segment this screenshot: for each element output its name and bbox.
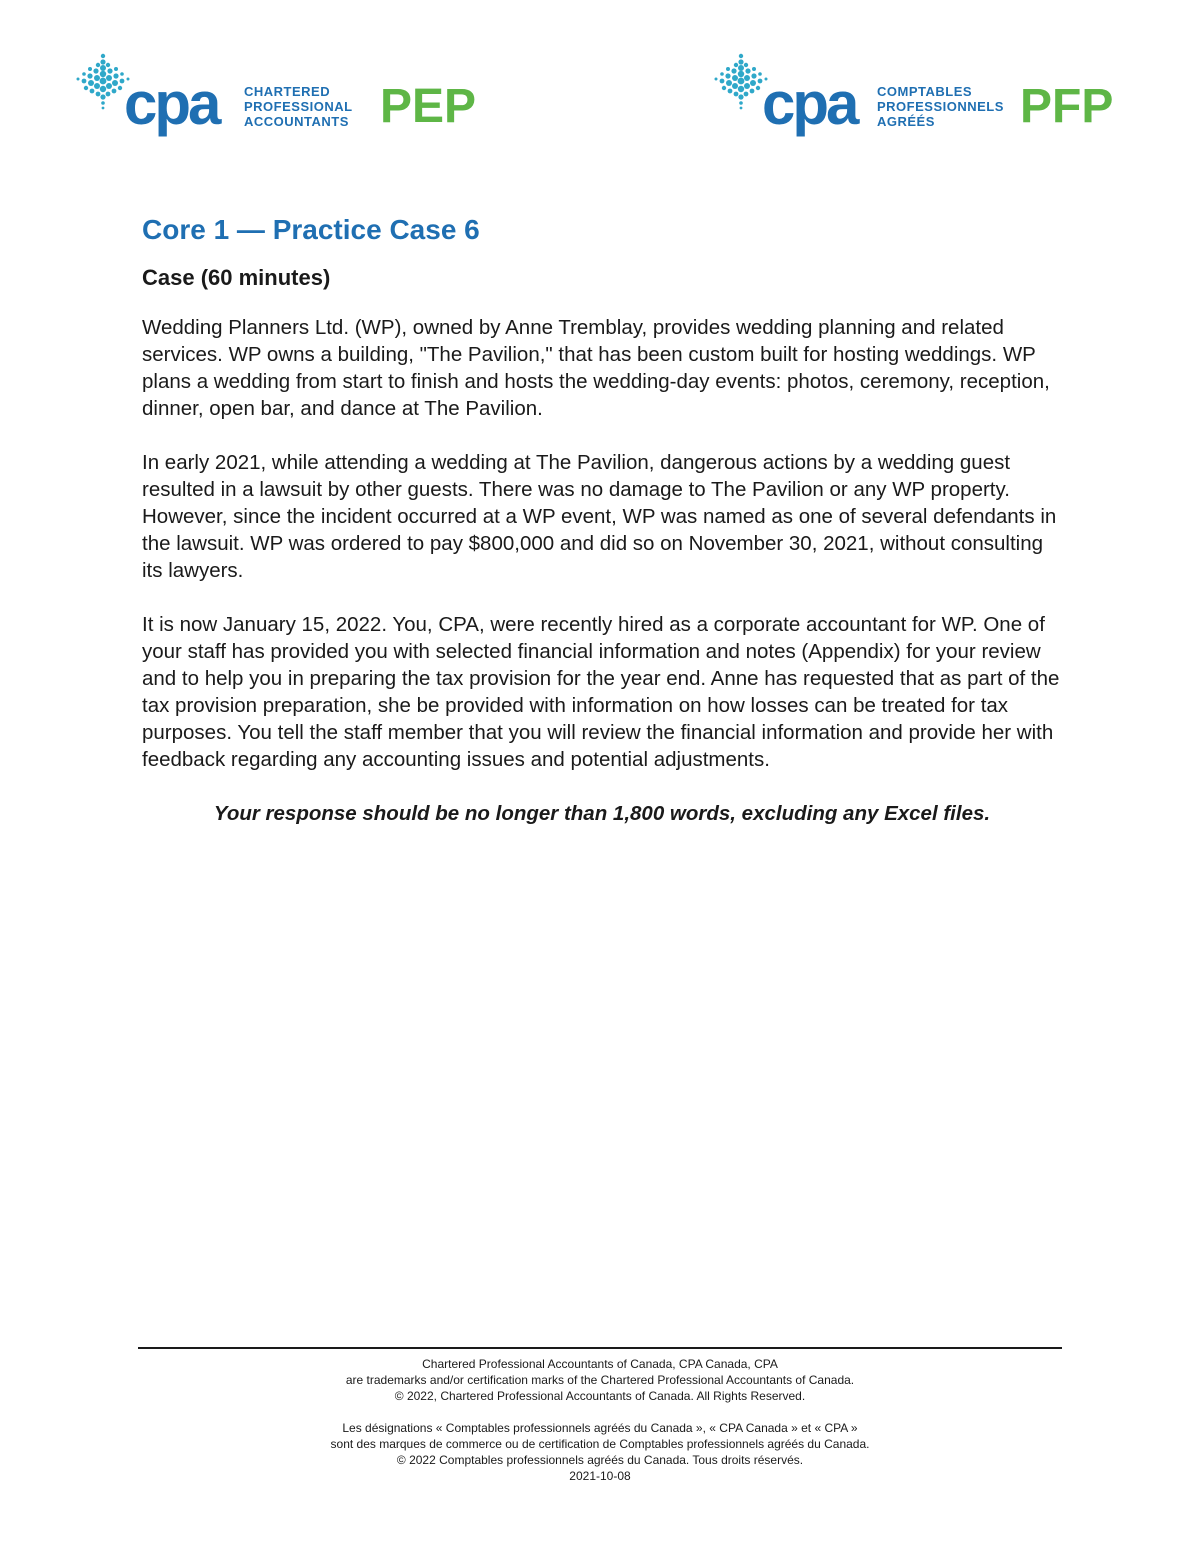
tagline-line: COMPTABLES [877, 84, 973, 99]
case-subtitle: Case (60 minutes) [142, 265, 331, 290]
case-paragraph: Wedding Planners Ltd. (WP), owned by Anne Tremblay, provides wedding planning and related services. WP owns a building, "The Pavilion," that has been custom built for hosting weddings. WP plans a wedding from start to finish and hosts the wedding-day events: photos, ceremony, reception, dinner, open bar, and dance at The Pavilion. [142, 316, 1050, 420]
footer-line: sont des marques de commerce ou de certification de Comptables professionnels agréés du Canada. [330, 1437, 870, 1451]
document-body [142, 210, 1062, 827]
cpa-tagline-french [877, 84, 1004, 129]
cpa-tagline-english [244, 84, 353, 129]
footer-date: 2021-10-08 [569, 1469, 631, 1483]
tagline-line: PROFESSIONNELS [877, 99, 1004, 114]
cpa-wordmark: cpa [124, 70, 219, 137]
footer-line: © 2022, Chartered Professional Accountants of Canada. All Rights Reserved. [394, 1389, 806, 1403]
page-title: Core 1 — Practice Case 6 [142, 214, 480, 245]
footer-spacer [138, 1404, 1062, 1420]
tagline-line: PROFESSIONAL [244, 99, 353, 114]
footer-line: are trademarks and/or certification marks of the Chartered Professional Accountants of Canada. [345, 1373, 855, 1387]
tagline-line: ACCOUNTANTS [244, 114, 349, 129]
footer-legal-notice [138, 1356, 1062, 1484]
program-label-french: PFP [1020, 80, 1114, 133]
footer-line: © 2022 Comptables professionnels agréés du Canada. Tous droits réservés. [396, 1453, 804, 1467]
cpa-wordmark: cpa [762, 70, 857, 137]
tagline-line: CHARTERED [244, 84, 331, 99]
tagline-line: AGRÉÉS [877, 114, 935, 129]
case-paragraph: In early 2021, while attending a wedding at The Pavilion, dangerous actions by a wedding guest resulted in a lawsuit by other guests. There was no damage to The Pavilion or any WP property. However, since the incident occurred at a WP event, WP was named as one of several defendants in the lawsuit. WP was ordered to pay $800,000 and did so on November 30, 2021, without consulting its lawyers. [142, 451, 1057, 582]
footer-line: Chartered Professional Accountants of Canada, CPA Canada, CPA [422, 1357, 778, 1371]
footer-line: Les désignations « Comptables professionnels agréés du Canada », « CPA Canada » et « CPA » [342, 1421, 858, 1435]
program-label-english: PEP [380, 80, 477, 133]
case-paragraph: It is now January 15, 2022. You, CPA, were recently hired as a corporate accountant for WP. One of your staff has provided you with selected financial information and notes (Appendix) for your review and to help you in preparing the tax provision for the year end. Anne has requested that as part of the tax provision preparation, she be provided with information on how losses can be treated for tax purposes. You tell the staff member that you will review the financial information and provide her with feedback regarding any accounting issues and potential adjustments. [142, 613, 1060, 771]
footer-divider [138, 1347, 1062, 1349]
word-limit-instruction: Your response should be no longer than 1,800 words, excluding any Excel files. [213, 802, 991, 825]
